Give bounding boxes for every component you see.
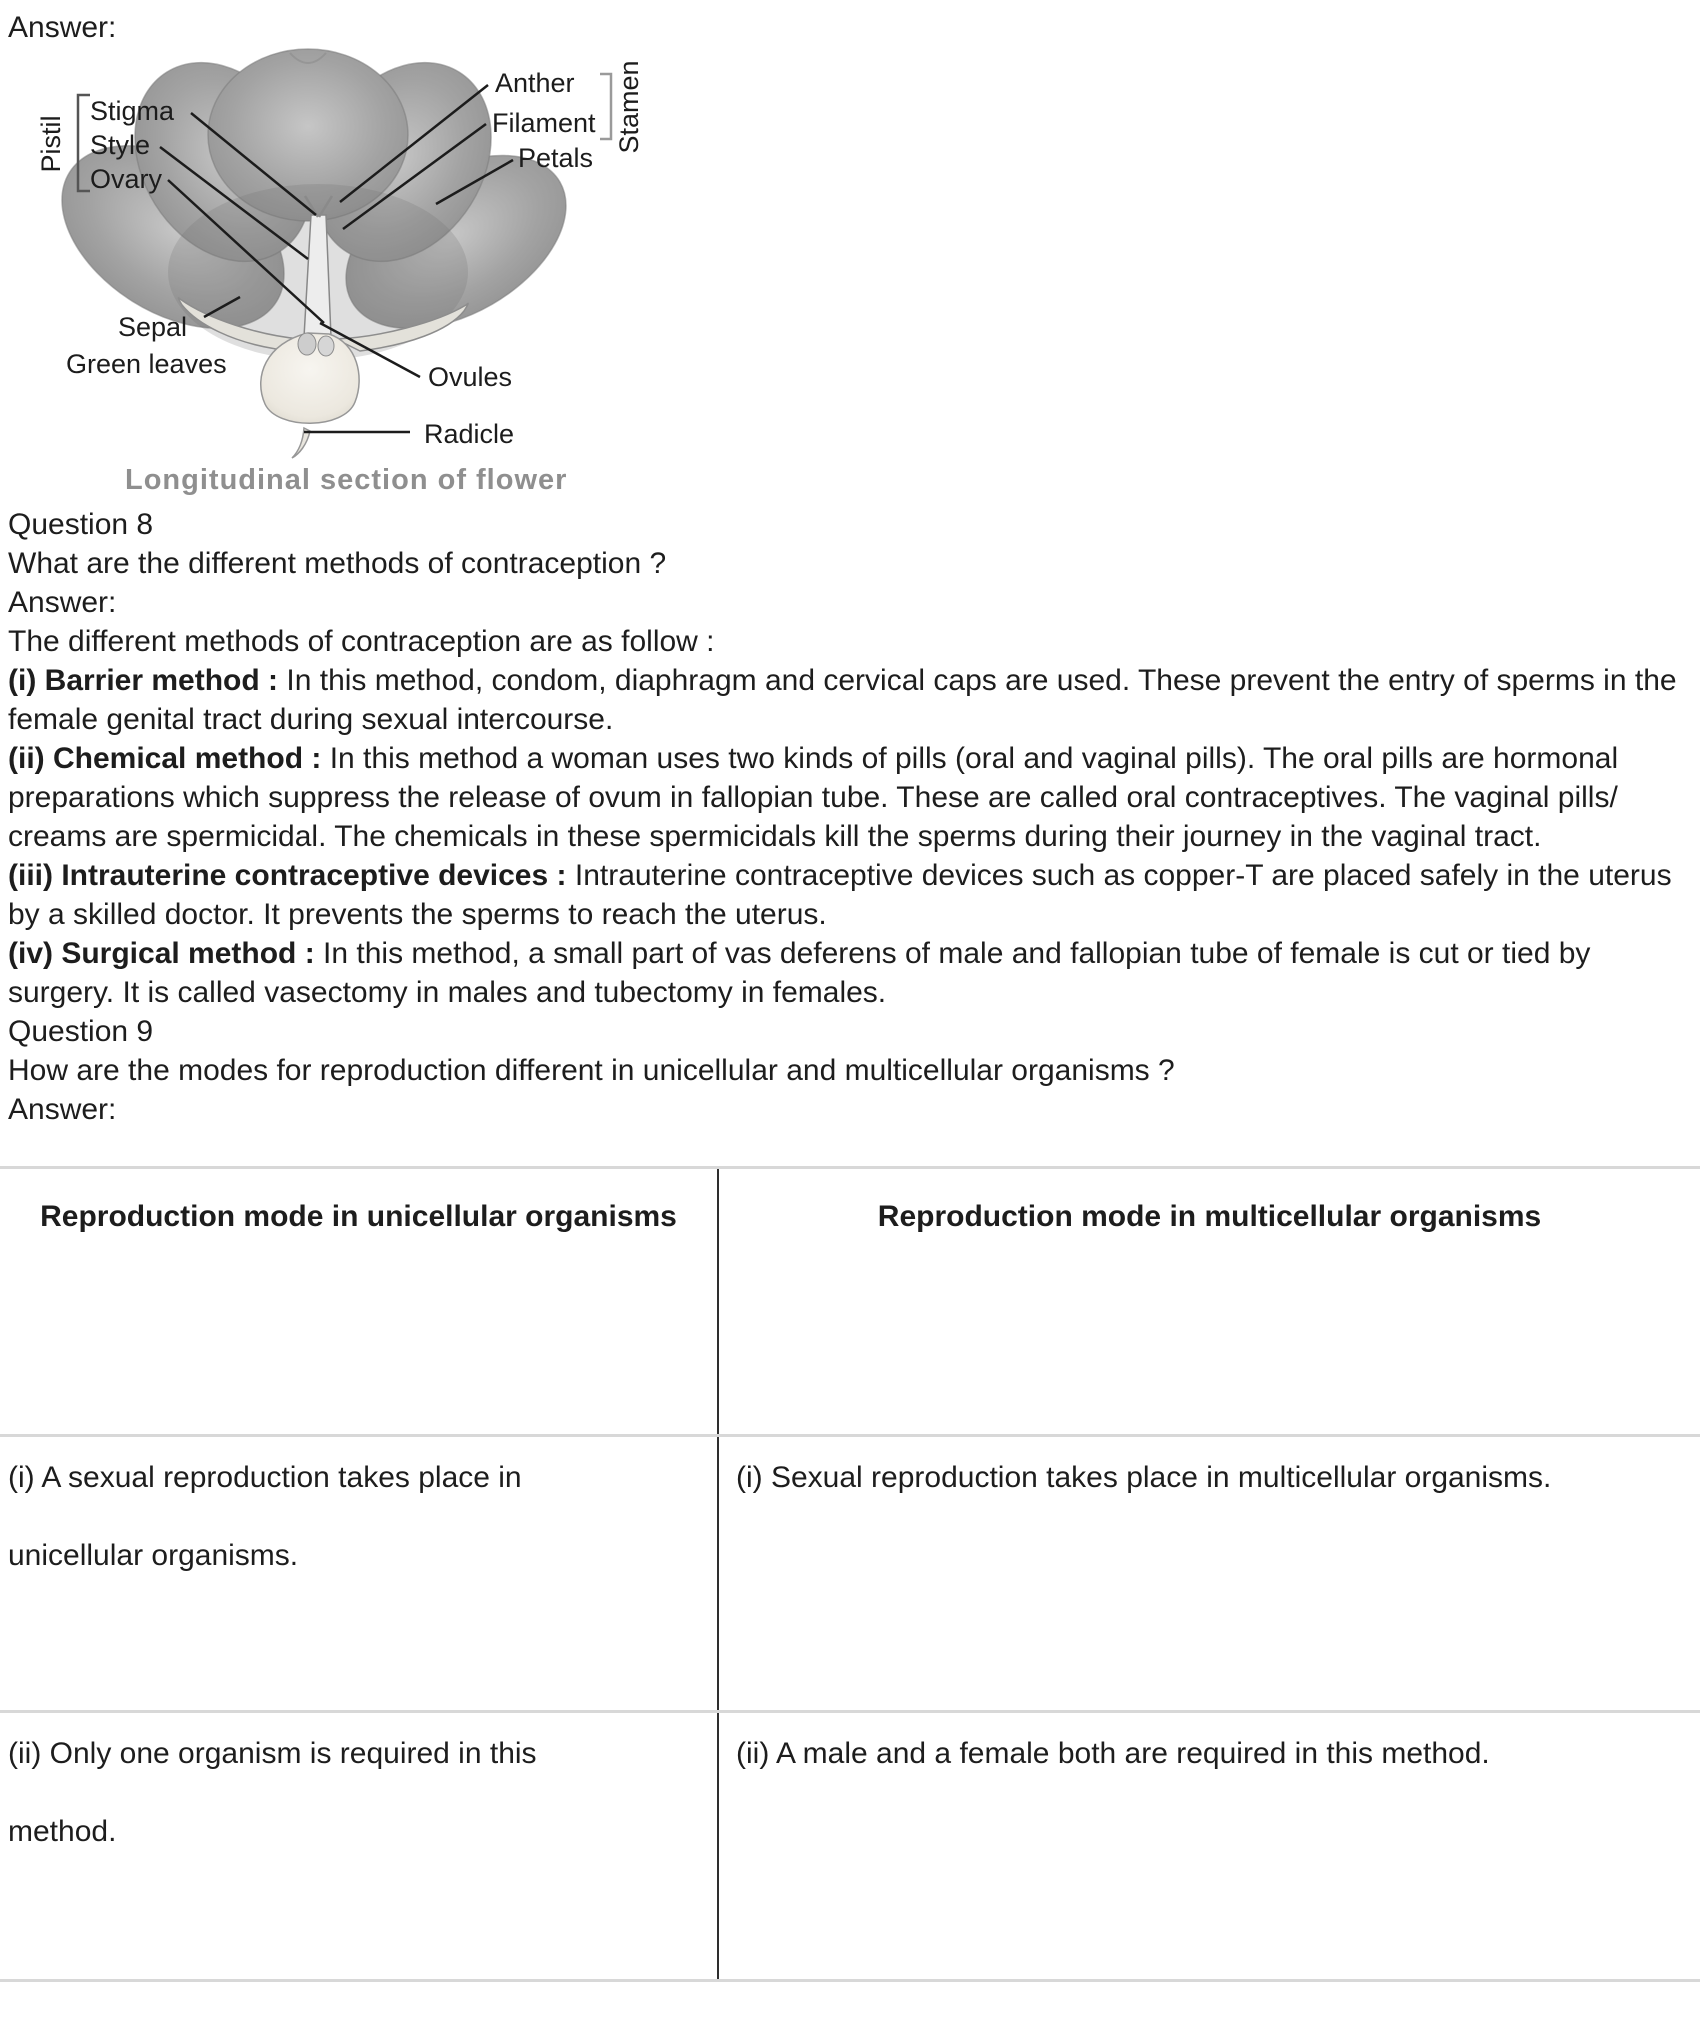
table-header-unicellular: Reproduction mode in unicellular organisms xyxy=(0,1169,717,1434)
flower-diagram xyxy=(8,47,648,462)
question8-answer-label: Answer: xyxy=(8,586,117,619)
ovule-dot xyxy=(298,333,316,355)
label-style: Style xyxy=(90,130,151,160)
method-surgical-text: In this method, a small part of vas deferens of male and fallopian tube of female is cut or tied by surgery. It is called vasectomy in males and tubectomy in females. xyxy=(8,937,1591,1009)
answer-label-top: Answer: xyxy=(8,11,117,44)
question9-title: Question 9 xyxy=(8,1015,154,1048)
method-barrier xyxy=(8,661,1692,739)
flower-ovary-base xyxy=(261,333,359,458)
label-filament: Filament xyxy=(492,108,596,138)
label-anther: Anther xyxy=(495,68,575,98)
method-surgical xyxy=(8,934,1692,1012)
method-intrauterine xyxy=(8,856,1692,934)
table-header-multicellular: Reproduction mode in multicellular organisms xyxy=(717,1169,1700,1434)
method-chemical xyxy=(8,739,1692,856)
table-row xyxy=(0,1434,1700,1710)
label-ovules: Ovules xyxy=(428,362,513,392)
question9-answer-label: Answer: xyxy=(8,1093,117,1126)
label-stigma: Stigma xyxy=(90,96,175,126)
table-header-row xyxy=(0,1169,1700,1434)
method-surgical-label: (iv) Surgical method : xyxy=(8,937,315,970)
comparison-table xyxy=(0,1166,1700,1982)
question8-text: What are the different methods of contraception ? xyxy=(8,547,667,580)
method-intrauterine-label: (iii) Intrauterine contraceptive devices : xyxy=(8,859,567,892)
method-chemical-label: (ii) Chemical method : xyxy=(8,742,322,775)
table-cell-multicellular-2: (ii) A male and a female both are required in this method. xyxy=(717,1713,1700,1979)
table-cell-unicellular-1: (i) A sexual reproduction takes place in unicellular organisms. xyxy=(0,1437,717,1710)
question8-title: Question 8 xyxy=(8,508,154,541)
question8-intro: The different methods of contraception are as follow : xyxy=(8,625,715,658)
question9-text: How are the modes for reproduction different in unicellular and multicellular organisms ? xyxy=(8,1054,1175,1087)
table-cell-multicellular-1: (i) Sexual reproduction takes place in multicellular organisms. xyxy=(717,1437,1700,1710)
label-petals: Petals xyxy=(518,143,594,173)
table-cell-unicellular-2: (ii) Only one organism is required in this method. xyxy=(0,1713,717,1979)
method-barrier-label: (i) Barrier method : xyxy=(8,664,279,697)
diagram-caption: Longitudinal section of flower xyxy=(125,464,568,496)
ovule-dot xyxy=(318,336,334,356)
method-intrauterine-text: Intrauterine contraceptive devices such as copper-T are placed safely in the uterus by a skilled doctor. It prevents the sperms to reach the uterus. xyxy=(8,859,1672,931)
label-radicle: Radicle xyxy=(424,419,515,449)
label-ovary: Ovary xyxy=(90,164,163,194)
method-chemical-text: In this method a woman uses two kinds of pills (oral and vaginal pills). The oral pills are hormonal preparations which suppress the release of ovum in fallopian tube. These are called oral contraceptives. The vaginal pills/ creams are spermicidal. The chemicals in these spermicidals kill the sperms during their journey in the vaginal tract. xyxy=(8,742,1619,853)
label-pistil: Pistil xyxy=(36,115,66,173)
label-green-leaves: Green leaves xyxy=(66,349,227,379)
method-barrier-text: In this method, condom, diaphragm and cervical caps are used. These prevent the entry of sperms in the female genital tract during sexual intercourse. xyxy=(8,664,1677,736)
table-row xyxy=(0,1710,1700,1979)
qa-textblock xyxy=(8,505,1692,1129)
stamen-bracket xyxy=(600,74,611,139)
label-stamen: Stamen xyxy=(614,60,644,154)
label-sepal: Sepal xyxy=(118,312,188,342)
